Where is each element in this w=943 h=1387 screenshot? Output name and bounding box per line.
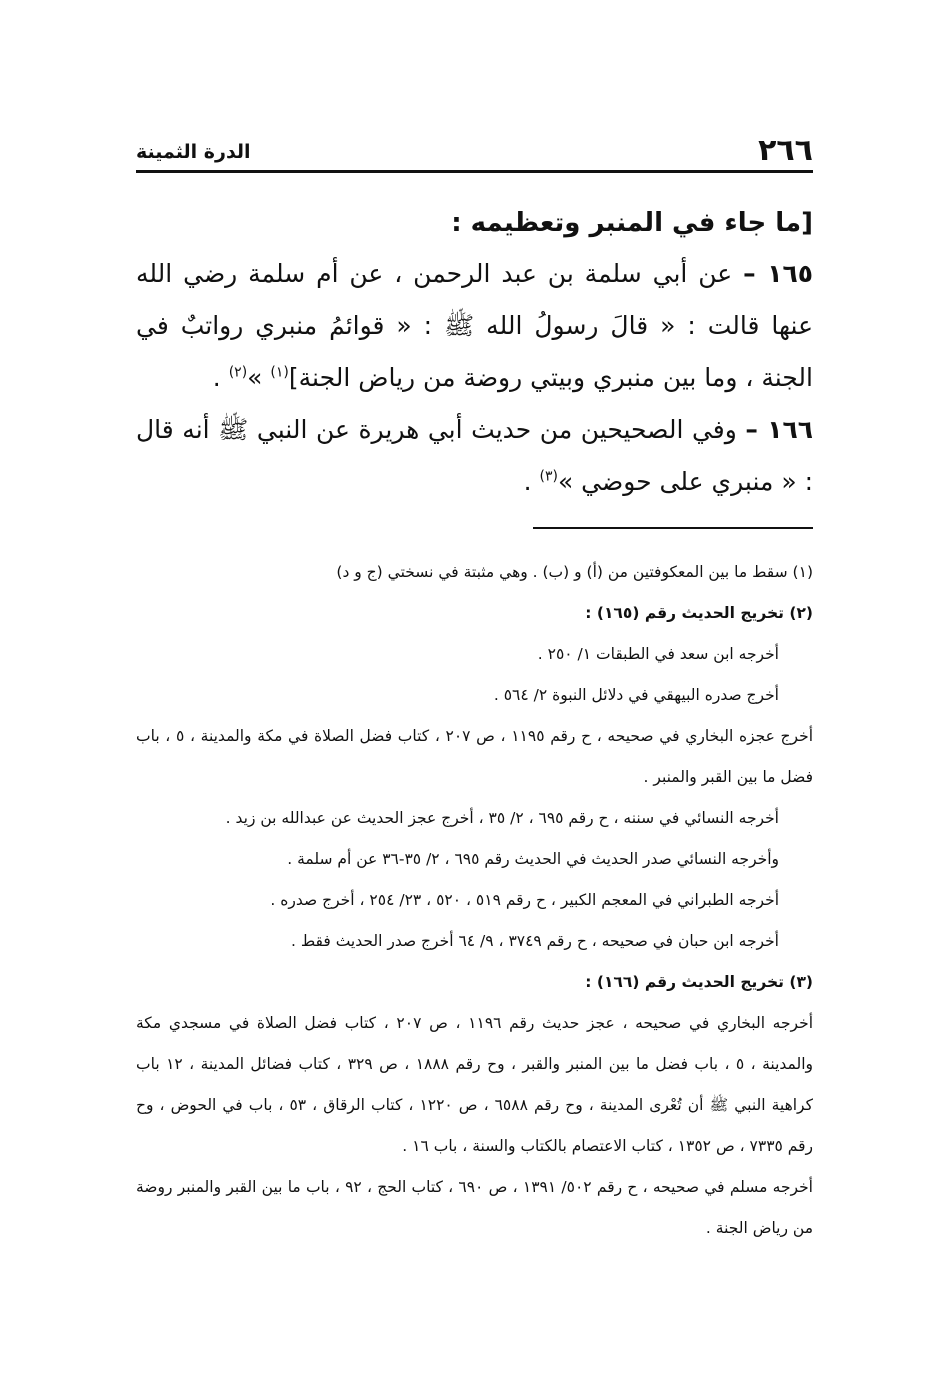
footnote-2-line: أخرجه ابن حبان في صحيحه ، ح رقم ٣٧٤٩ ، ٩/ ٦٤ أخرج صدر الحديث فقط . xyxy=(290,932,779,950)
hadith-166 xyxy=(136,404,813,508)
footnote-ref[interactable]: (٣) xyxy=(539,468,558,485)
page-number: ٢٦٦ xyxy=(758,133,813,168)
footnote-2-line: أخرجه الطبراني في المعجم الكبير ، ح رقم ٥١٩ ، ٥٢٠ ، ٢٣/ ٢٥٤ ، أخرج صدره . xyxy=(270,891,779,909)
hadith-text: وفي الصحيحين من حديث أبي هريرة عن النبي ﷺ أنه قال : « منبري على حوضي » xyxy=(136,415,813,496)
footnote-ref[interactable]: (١) xyxy=(270,364,289,381)
main-text xyxy=(136,198,813,508)
running-header xyxy=(136,130,813,173)
footnote-2-line: أخرج عجزه البخاري في صحيحه ، ح رقم ١١٩٥ ، ص ٢٠٧ ، كتاب فضل الصلاة في مكة والمدينة ، ٥ ، باب فضل ما بين القبر والمنبر . xyxy=(136,727,813,786)
hadith-number: ١٦٦ – xyxy=(745,415,813,444)
footnote-2-line: أخرج صدره البيهقي في دلائل النبوة ٢/ ٥٦٤ . xyxy=(493,686,779,704)
period: . xyxy=(212,363,229,392)
hadith-165 xyxy=(136,248,813,404)
footnote-divider xyxy=(533,527,813,529)
footnote-3-title: (٣) تخريج الحديث رقم (١٦٦) : xyxy=(585,973,813,991)
footnote-3-line: أخرجه البخاري في صحيحه ، عجز حديث رقم ١١٩٦ ، ص ٢٠٧ ، كتاب فضل الصلاة في مسجدي مكة والمدينة ، ٥ ، باب فضل ما بين المنبر والقبر ، وح رقم ١٨٨٨ ، ص ٣٢٩ ، كتاب فضائل المدينة ، ١٢ باب كراهية النبي ﷺ أن تُعْرى المدينة ، وح رقم ٦٥٨٨ ، ص ١٢٢٠ ، كتاب الرقاق ، ٥٣ ، باب في الحوض ، وح رقم ٧٣٣٥ ، ص ١٣٥٢ ، كتاب الاعتصام بالكتاب والسنة ، باب ١٦ . xyxy=(136,1014,814,1155)
footnote-ref[interactable]: (٢) xyxy=(228,364,248,381)
footnote-2-line: أخرجه ابن سعد في الطبقات ١/ ٢٥٠ . xyxy=(537,645,779,663)
footnotes xyxy=(136,552,813,1249)
book-title: الدرة الثمينة xyxy=(136,141,251,163)
footnote-1: (١) سقط ما بين المعكوفتين من (أ) و (ب) . وهي مثبتة في نسختي (ج و د) xyxy=(336,563,813,581)
footnote-2-title: (٢) تخريج الحديث رقم (١٦٥) : xyxy=(585,604,813,622)
footnote-2-line: أخرجه النسائي في سننه ، ح رقم ٦٩٥ ، ٢/ ٣٥ ، أخرج عجز الحديث عن عبدالله بن زيد . xyxy=(225,809,779,827)
hadith-text: عن أبي سلمة بن عبد الرحمن ، عن أم سلمة رضي الله عنها قالت : « قالَ رسولُ الله ﷺ : « قوائمُ منبري رواتبٌ في الجنة ، وما بين منبري وبيتي روضة من رياض الجنة] xyxy=(136,259,813,392)
footnote-3-line: أخرجه مسلم في صحيحه ، ح رقم ٥٠٢/ ١٣٩١ ، ص ٦٩٠ ، كتاب الحج ، ٩٢ ، باب ما بين القبر والمنبر روضة من رياض الجنة . xyxy=(136,1178,813,1237)
quote-close: » xyxy=(247,363,271,392)
footnote-2-line: وأخرجه النسائي صدر الحديث في الحديث رقم ٦٩٥ ، ٢/ ٣٥-٣٦ عن أم سلمة . xyxy=(287,850,779,868)
period: . xyxy=(523,467,540,496)
hadith-number: ١٦٥ – xyxy=(743,259,813,288)
section-heading: [ما جاء في المنبر وتعظيمه : xyxy=(451,208,813,238)
